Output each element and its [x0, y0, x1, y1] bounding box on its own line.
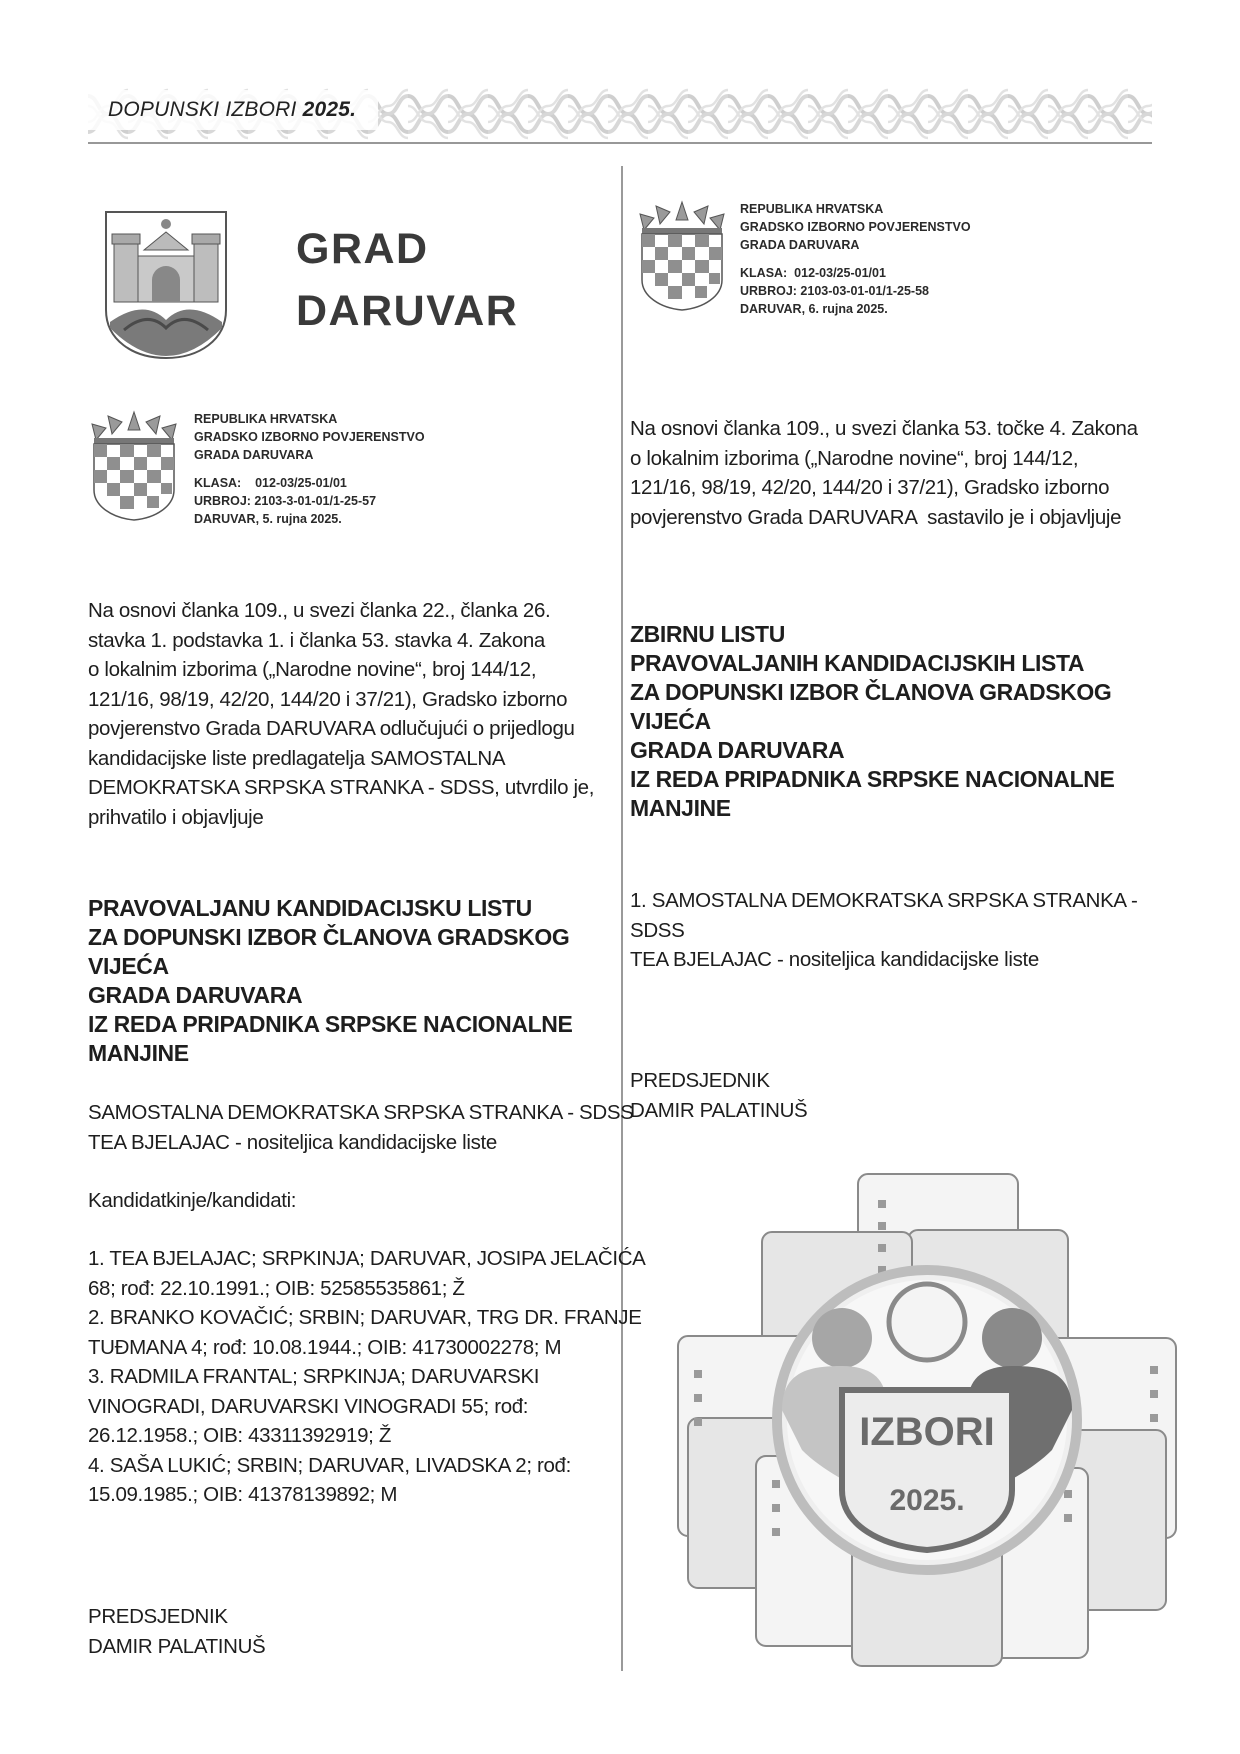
publication-title-year: 2025. — [302, 98, 357, 121]
intro-line: o lokalnim izborima („Narodne novine“, broj 144/12, — [88, 658, 537, 681]
authority-line-1: REPUBLIKA HRVATSKA — [740, 202, 884, 216]
heading-line: MANJINE — [630, 795, 731, 821]
candidate-line: 15.09.1985.; OIB: 41378139892; M — [88, 1483, 398, 1506]
klasa: KLASA: 012-03/25-01/01 — [194, 476, 347, 490]
heading-line: VIJEĆA — [630, 708, 711, 734]
heading-line: VIJEĆA — [88, 953, 169, 979]
candidates-list — [88, 1244, 645, 1510]
heading-line: PRAVOVALJANU KANDIDACIJSKU LISTU — [88, 895, 532, 921]
party-name: SAMOSTALNA DEMOKRATSKA SRPSKA STRANKA - SDSS — [88, 1101, 634, 1124]
signature-title: PREDSJEDNIK — [630, 1069, 770, 1092]
list-entry-line: SDSS — [630, 918, 685, 942]
city-name-line-1: GRAD — [296, 225, 429, 273]
authority-line-2: GRADSKO IZBORNO POVJERENSTVO — [740, 220, 971, 234]
left-decision-heading — [88, 894, 572, 1068]
signature-title: PREDSJEDNIK — [88, 1605, 228, 1628]
urbroj: URBROJ: 2103-3-01-01/1-25-57 — [194, 494, 377, 508]
right-summary-heading — [630, 620, 1114, 823]
candidate-line: 26.12.1958.; OIB: 43311392919; Ž — [88, 1424, 391, 1447]
intro-line: prihvatilo i objavljuje — [88, 805, 264, 829]
party-block — [88, 1098, 633, 1157]
intro-line: 121/16, 98/19, 42/20, 144/20 i 37/21), Gradsko izborno — [88, 687, 568, 711]
candidate-line: TUĐMANA 4; rođ: 10.08.1944.; OIB: 41730002278; M — [88, 1335, 562, 1359]
intro-line: Na osnovi članka 109., u svezi članka 53. točke 4. Zakona — [630, 417, 1138, 440]
elections-2025-logo-icon — [672, 1170, 1182, 1670]
candidate-line: 3. RADMILA FRANTAL; SRPKINJA; DARUVARSKI — [88, 1365, 540, 1388]
city-name — [296, 218, 518, 342]
klasa: KLASA: 012-03/25-01/01 — [740, 266, 886, 280]
intro-line: kandidacijske liste predlagatelja SAMOSTALNA — [88, 746, 506, 770]
right-signature — [630, 1066, 807, 1125]
heading-line: ZA DOPUNSKI IZBOR ČLANOVA GRADSKOG — [88, 924, 570, 950]
logo-word: IZBORI — [859, 1410, 995, 1454]
intro-line: Na osnovi članka 109., u svezi članka 22., članka 26. — [88, 599, 551, 622]
candidate-line: 1. TEA BJELAJAC; SRPKINJA; DARUVAR, JOSIPA JELAČIĆA — [88, 1247, 646, 1270]
heading-line: ZA DOPUNSKI IZBOR ČLANOVA GRADSKOG — [630, 679, 1112, 705]
right-intro-paragraph — [630, 414, 1138, 532]
document-date: DARUVAR, 5. rujna 2025. — [194, 512, 342, 526]
signature-name: DAMIR PALATINUŠ — [630, 1098, 808, 1122]
right-authority-block — [740, 200, 971, 318]
heading-line: GRADA DARUVARA — [88, 982, 303, 1008]
intro-line: stavka 1. podstavka 1. i članka 53. stavka 4. Zakona — [88, 628, 545, 652]
urbroj: URBROJ: 2103-03-01-01/1-25-58 — [740, 284, 929, 298]
publication-title-prefix: DOPUNSKI IZBORI — [108, 98, 297, 121]
publication-title — [108, 98, 356, 122]
candidate-line: VINOGRADI, DARUVARSKI VINOGRADI 55; rođ: — [88, 1394, 529, 1418]
candidate-line: 68; rođ: 22.10.1991.; OIB: 52585535861; Ž — [88, 1276, 465, 1300]
intro-line: 121/16, 98/19, 42/20, 144/20 i 37/21), Gradsko izborno — [630, 476, 1110, 499]
authority-line-1: REPUBLIKA HRVATSKA — [194, 412, 338, 426]
list-entry-line: TEA BJELAJAC - nositeljica kandidacijske liste — [630, 948, 1039, 971]
heading-line: MANJINE — [88, 1040, 189, 1066]
croatian-coat-of-arms-icon — [636, 200, 728, 312]
list-entry-line: 1. SAMOSTALNA DEMOKRATSKA SRPSKA STRANKA - — [630, 889, 1138, 912]
candidate-line: 4. SAŠA LUKIĆ; SRBIN; DARUVAR, LIVADSKA 2; rođ: — [88, 1453, 571, 1477]
left-intro-paragraph — [88, 596, 594, 832]
authority-line-3: GRADA DARUVARA — [740, 238, 860, 252]
city-name-line-2: DARUVAR — [296, 287, 519, 335]
heading-line: PRAVOVALJANIH KANDIDACIJSKIH LISTA — [630, 650, 1085, 676]
daruvar-coat-of-arms-icon — [104, 210, 228, 360]
authority-line-2: GRADSKO IZBORNO POVJERENSTVO — [194, 430, 425, 444]
croatian-coat-of-arms-icon — [88, 410, 180, 522]
heading-line: IZ REDA PRIPADNIKA SRPSKE NACIONALNE — [88, 1011, 573, 1037]
left-authority-block — [194, 410, 425, 528]
candidates-label: Kandidatkinje/kandidati: — [88, 1189, 297, 1212]
heading-line: IZ REDA PRIPADNIKA SRPSKE NACIONALNE — [630, 766, 1115, 792]
left-signature — [88, 1602, 265, 1661]
list-entry — [630, 886, 1137, 975]
list-holder: TEA BJELAJAC - nositeljica kandidacijske liste — [88, 1130, 497, 1154]
logo-year: 2025. — [889, 1484, 965, 1517]
heading-line: GRADA DARUVARA — [630, 737, 845, 763]
intro-line: DEMOKRATSKA SRPSKA STRANKA - SDSS, utvrdilo je, — [88, 776, 595, 799]
intro-line: povjerenstvo Grada DARUVARA sastavilo je i objavljuje — [630, 505, 1122, 529]
intro-line: o lokalnim izborima („Narodne novine“, broj 144/12, — [630, 446, 1079, 470]
authority-line-3: GRADA DARUVARA — [194, 448, 314, 462]
heading-line: ZBIRNU LISTU — [630, 621, 785, 647]
signature-name: DAMIR PALATINUŠ — [88, 1634, 266, 1658]
candidate-line: 2. BRANKO KOVAČIĆ; SRBIN; DARUVAR, TRG DR. FRANJE — [88, 1306, 642, 1329]
intro-line: povjerenstvo Grada DARUVARA odlučujući o prijedlogu — [88, 717, 575, 740]
document-date: DARUVAR, 6. rujna 2025. — [740, 302, 888, 316]
